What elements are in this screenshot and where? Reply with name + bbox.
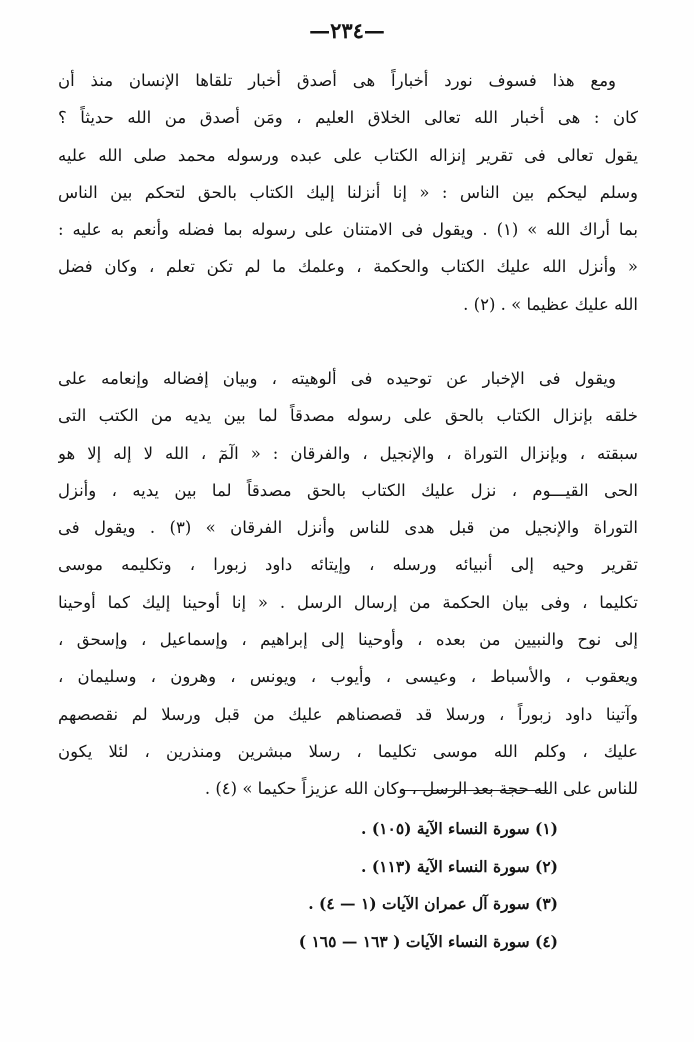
text-line: كان : هى أخبار الله تعالى الخلاق العليم ، ومَن أصدق من الله حديثاً ؟ (58, 108, 638, 128)
footnote: (٤) سورة النساء الآيات ( ١٦٣ — ١٦٥ ) (298, 931, 558, 951)
text-line: إلى نوح والنبيين من بعده ، وأوحينا إلى إبراهيم ، وإسماعيل ، وإسحق ، (58, 630, 638, 650)
text-line: ويقول فى الإخبار عن توحيده فى ألوهيته ، وبيان إفضاله وإنعامه على (58, 369, 616, 388)
text-line: وسلم ليحكم بين الناس : « إنا أنزلنا إليك الكتاب بالحق لتحكم بين الناس (58, 182, 638, 202)
paragraph-2 (58, 360, 638, 808)
text-line: تقرير وحيه إلى أنبيائه ورسله ، وإيتائه داود زبورا ، وتكليمه موسى (58, 555, 638, 575)
text-line: ويعقوب ، والأسباط ، وعيسى ، وأيوب ، ويونس ، وهرون ، وسليمان ، (58, 667, 638, 687)
text-line: يقول تعالى فى تقرير إنزاله الكتاب على عبده ورسوله محمد صلى الله عليه (58, 145, 638, 165)
footnote-separator (402, 790, 548, 791)
footnote: (٢) سورة النساء الآية (١١٣) . (361, 856, 558, 876)
text-line: « وأنزل الله عليك الكتاب والحكمة ، وعلمك ما لم تكن تعلم ، وكان فضل (58, 257, 638, 277)
footnotes (228, 810, 558, 960)
page-number: —٢٣٤— (309, 18, 385, 43)
text-line: الحى القيـــوم ، نزل عليك الكتاب بالحق مصدقاً لما بين يديه ، وأنزل (58, 480, 638, 500)
text-line: ومع هذا فسوف نورد أخباراً هى أصدق أخبار تلقاها الإنسان منذ أن (58, 71, 616, 90)
text-line: التوراة والإنجيل من قبل هدى للناس وأنزل الفرقان » (٣) . ويقول فى (58, 518, 638, 538)
text-line: تكليما ، وفى بيان الحكمة من إرسال الرسل . « إنا أوحينا إليك كما أوحينا (58, 592, 638, 612)
paragraph-1 (58, 62, 638, 323)
text-line: خلقه بإنزال الكتاب بالحق على رسوله مصدقاً لما بين يديه من الكتب التى (58, 406, 638, 426)
text-line: وآتينا داود زبوراً ، ورسلا قد قصصناهم عليك من قبل ورسلا لم نقصصهم (58, 704, 638, 724)
text-line: الله عليك عظيما » . (٢) . (463, 294, 638, 314)
text-line: بما أراك الله » (١) . ويقول فى الامتنان على رسوله بما فضله وأنعم به عليه : (58, 220, 638, 240)
text-line: عليك ، وكلم الله موسى تكليما ، رسلا مبشرين ومنذرين ، لئلا يكون (58, 741, 638, 761)
footnote: (٣) سورة آل عمران الآيات (١ — ٤) . (308, 894, 558, 913)
text-line: للناس على الله حجة بعد الرسل ، وكان الله عزيزاً حكيما » (٤) . (204, 779, 638, 799)
text-line: سبقته ، وبإنزال التوراة ، والإنجيل ، والفرقان : « الٓمٓ ، الله لا إله إلا هو (58, 443, 638, 463)
footnote: (١) سورة النساء الآية (١٠٥) . (361, 819, 558, 838)
